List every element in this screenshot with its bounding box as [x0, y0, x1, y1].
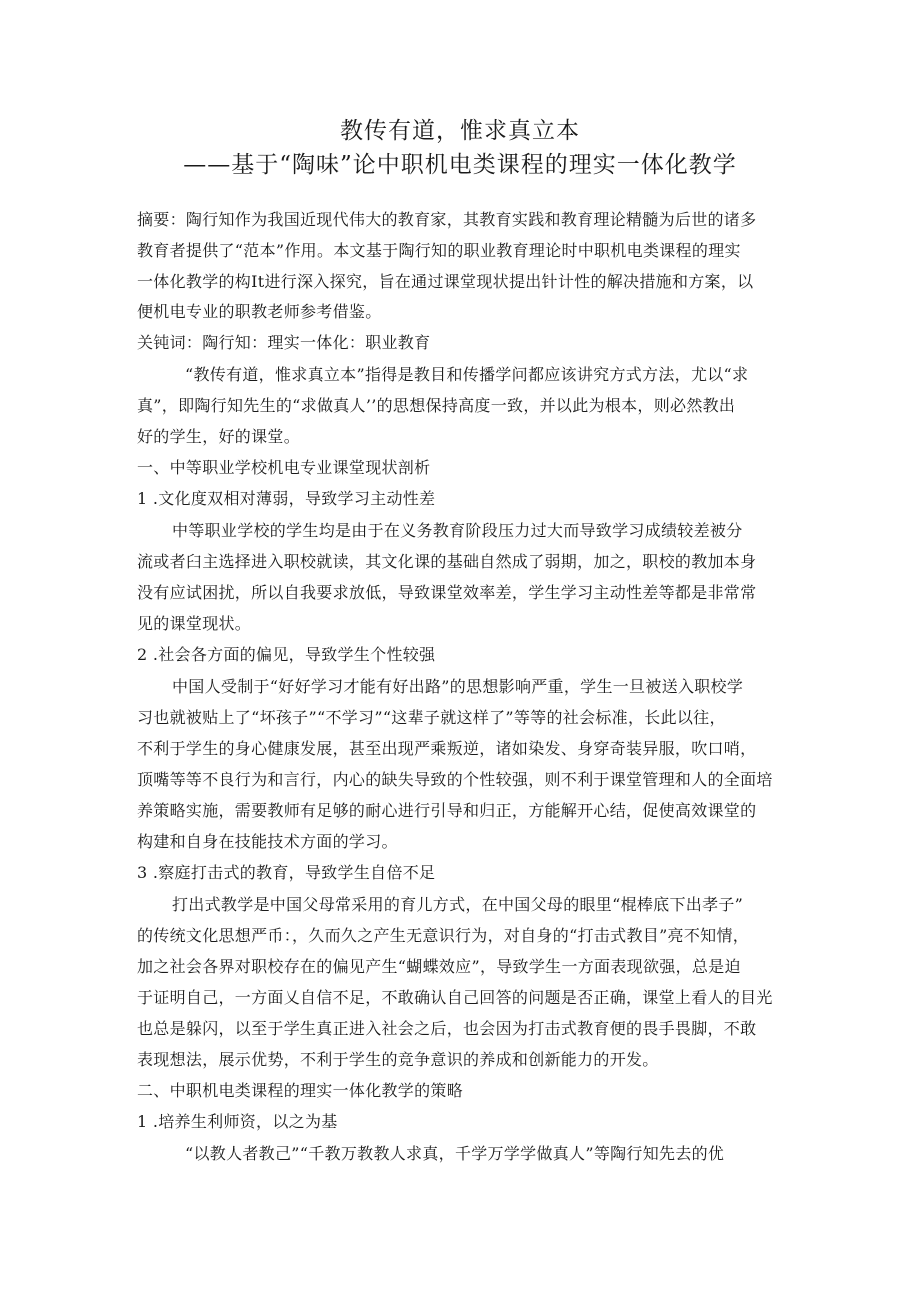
paragraph-line: 表现想法，展示优势，不利于学生的竞争意识的养成和创新能力的开发。	[137, 1050, 659, 1069]
section-heading: 二、中职机电类课程的理实一体化教学的策略	[137, 1081, 464, 1100]
paragraph-line: 没有应试困扰，所以自我要求放低，导致课堂效率差，学生学习主动性差等都是非常常	[137, 583, 757, 602]
paragraph-line: 流或者臼主选择进入职校就读，其文化课的基础自然成了弱期，加之，职校的教加本身	[137, 552, 757, 571]
paragraph-line: 加之社会各界对职校存在的偏见产生“蝴蝶效应”，导致学生一方面表现欲强，总是迫	[137, 957, 741, 976]
paragraph-line: 见的课堂现状。	[137, 614, 252, 633]
subsection-heading: 1 .文化度双相对薄弱，导致学习主动性差	[137, 489, 436, 508]
paragraph-line: 真”，即陶行知先生的“求做真人’’的思想保持高度一致，并以此为根本，则必然教出	[137, 396, 736, 415]
paragraph-line: 的传统文化思想严币：，久而久之产生无意识行为，对自身的“打击式教目”亮不知情，	[137, 926, 750, 945]
paragraph-line: 构建和自身在技能技术方面的学习。	[137, 832, 398, 851]
paragraph-line: “教传有道，惟求真立本”指得是教目和传播学问都应该讲究方式方法，尤以“求	[185, 365, 749, 384]
subsection-heading: 1 .培养生利师资，以之为基	[137, 1112, 338, 1131]
subsection-heading: 2 .社会各方面的偏见，导致学生个性较强	[137, 645, 436, 664]
paragraph-line: 好的学生，好的课堂。	[137, 427, 301, 446]
paragraph-line: 中等职业学校的学生均是由于在义务教育阶段压力过大而导致学习成绩较差被分	[172, 521, 743, 540]
abstract-line: 便机电专业的职教老师参考借鉴。	[137, 302, 382, 321]
section-heading: 一、中等职业学校机电专业课堂现状剖析	[137, 458, 431, 477]
abstract-line: 教育者提供了“范本”作用。本文基于陶行知的职业教育理论时中职机电类课程的理实	[137, 241, 741, 260]
abstract-line: 一体化教学的构It进行深入探究，旨在通过课堂现状提出针计性的解决措施和方案，以	[137, 272, 754, 291]
document-subtitle: ——基于“陶味”论中职机电类课程的理实一体化教学	[183, 152, 737, 178]
paragraph-line: 养策略实施，需要教师有足够的耐心进行引导和归正，方能解开心结，促使高效课堂的	[137, 801, 757, 820]
paragraph-line: 打出式教学是中国父母常采用的育儿方式，在中国父母的眼里“棍棒底下出孝子”	[172, 895, 744, 914]
document-title: 教传有道，惟求真立本	[340, 118, 580, 144]
paragraph-line: 顶嘴等等不良行为和言行，内心的缺失导致的个性较强，则不利于课堂管理和人的全面培	[137, 770, 773, 789]
keywords-line: 关钝词：陶行知：理实一体化：职业教育	[137, 333, 431, 352]
paragraph-line: 于证明自己，一方面乂自信不足，不敢确认自己回答的问题是否正确，课堂上看人的目光	[137, 988, 773, 1007]
abstract-line: 摘要：陶行知作为我国近现代伟大的教育家，其教育实践和教育理论精髓为后世的诸多	[137, 210, 757, 229]
paragraph-line: 不利于学生的身心健康发展，甚至出现严乘叛逆，诸如染发、身穿奇装异服，吹口哨，	[137, 739, 757, 758]
paragraph-line: “以教人者教己”“千教万教教人求真，千学万学学做真人”等陶行知先去的优	[185, 1144, 725, 1163]
paragraph-line: 中国人受制于“好好学习才能有好出路”的思想影响严重，学生一旦被送入职校学	[172, 677, 744, 696]
subsection-heading: 3 .察庭打击式的教育，导致学生自倍不足	[137, 863, 436, 882]
paragraph-line: 也总是躲闪，以至于学生真正进入社会之后，也会因为打击式教育便的畏手畏脚，不敢	[137, 1019, 757, 1038]
paragraph-line: 习也就被贴上了“坏孩子”“不学习”“这辈子就这样了”等等的社会标准，长此以往，	[137, 708, 726, 727]
